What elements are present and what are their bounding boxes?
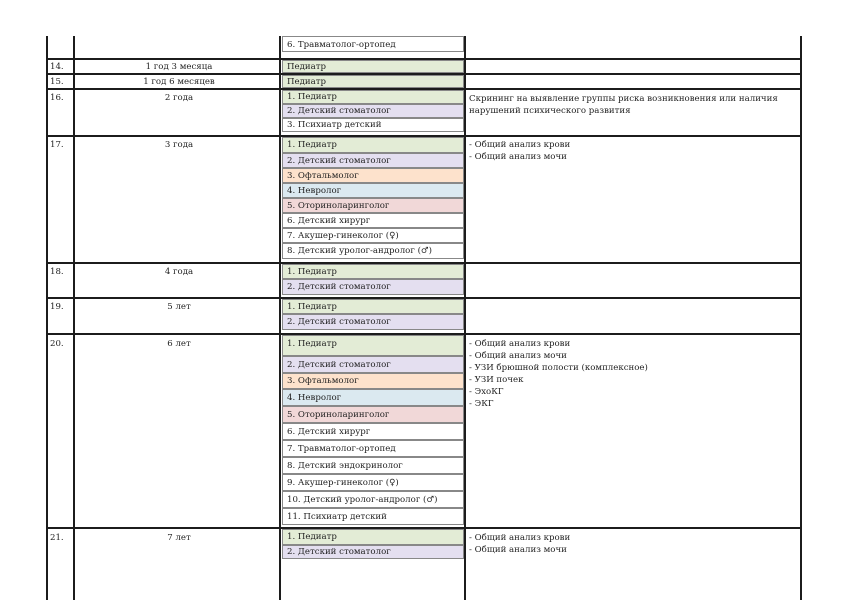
age-cell: 6 лет bbox=[167, 339, 191, 349]
exam-text: - ЭхоКГ bbox=[469, 387, 504, 397]
specialist-cell: 1. Педиатр bbox=[282, 529, 464, 545]
exam-text: - Общий анализ крови bbox=[469, 533, 571, 543]
specialist-cell: 6. Детский хирург bbox=[282, 213, 464, 228]
specialist-cell: 3. Офтальмолог bbox=[282, 373, 464, 389]
age-cell: 1 год 3 месяца bbox=[145, 62, 213, 72]
specialist-cell: 11. Психиатр детский bbox=[282, 508, 464, 525]
age-cell: 7 лет bbox=[167, 533, 191, 543]
specialist-cell: 2. Детский стоматолог bbox=[282, 545, 464, 559]
exam-text: - Общий анализ крови bbox=[469, 339, 571, 349]
col-border-left bbox=[46, 36, 48, 600]
col-border-age bbox=[279, 36, 281, 600]
specialist-cell: 4. Невролог bbox=[282, 183, 464, 198]
age-cell: 3 года bbox=[164, 140, 194, 150]
exam-text: - УЗИ почек bbox=[469, 375, 524, 385]
row-number: 21. bbox=[50, 533, 64, 543]
age-cell: 1 год 6 месяцев bbox=[143, 77, 215, 87]
specialist-cell: 7. Акушер-гинеколог (♀) bbox=[282, 228, 464, 243]
specialist-cell: Педиатр bbox=[282, 75, 464, 88]
row-number: 19. bbox=[50, 302, 64, 312]
specialist-cell: 6. Детский хирург bbox=[282, 423, 464, 440]
specialist-cell: 2. Детский стоматолог bbox=[282, 279, 464, 295]
specialist-cell: 1. Педиатр bbox=[282, 335, 464, 356]
specialist-cell: 8. Детский уролог-андролог (♂) bbox=[282, 243, 464, 259]
col-border-spec bbox=[464, 36, 466, 600]
age-cell: 4 года bbox=[164, 267, 194, 277]
specialist-cell: Педиатр bbox=[282, 60, 464, 73]
specialist-cell: 6. Травматолог-ортопед bbox=[282, 36, 464, 52]
exam-text: - ЭКГ bbox=[469, 399, 494, 409]
row-number: 17. bbox=[50, 140, 64, 150]
specialist-cell: 2. Детский стоматолог bbox=[282, 153, 464, 168]
specialist-cell: 5. Оториноларинголог bbox=[282, 198, 464, 213]
specialist-cell: 3. Психиатр детский bbox=[282, 118, 464, 132]
specialist-cell: 7. Травматолог-ортопед bbox=[282, 440, 464, 457]
exam-text: Скрининг на выявление группы риска возникновения или наличия нарушений психического развития bbox=[469, 94, 778, 116]
exam-text: - Общий анализ мочи bbox=[469, 351, 567, 361]
row-number: 14. bbox=[50, 62, 64, 72]
specialist-cell: 1. Педиатр bbox=[282, 137, 464, 153]
specialist-cell: 2. Детский стоматолог bbox=[282, 104, 464, 118]
specialist-cell: 1. Педиатр bbox=[282, 90, 464, 104]
specialist-cell: 4. Невролог bbox=[282, 389, 464, 406]
exam-text: - Общий анализ мочи bbox=[469, 545, 567, 555]
specialist-cell: 1. Педиатр bbox=[282, 299, 464, 314]
specialist-cell: 9. Акушер-гинеколог (♀) bbox=[282, 474, 464, 491]
specialist-cell: 10. Детский уролог-андролог (♂) bbox=[282, 491, 464, 508]
row-number: 15. bbox=[50, 77, 64, 87]
specialist-cell: 2. Детский стоматолог bbox=[282, 356, 464, 373]
row-number: 16. bbox=[50, 93, 64, 103]
col-border-right bbox=[800, 36, 802, 600]
row-number: 18. bbox=[50, 267, 64, 277]
col-border-num bbox=[73, 36, 75, 600]
specialist-cell: 5. Оториноларинголог bbox=[282, 406, 464, 423]
specialist-cell: 1. Педиатр bbox=[282, 264, 464, 279]
age-cell: 2 года bbox=[164, 93, 194, 103]
row-number: 20. bbox=[50, 339, 64, 349]
specialist-cell: 8. Детский эндокринолог bbox=[282, 457, 464, 474]
specialist-cell: 2. Детский стоматолог bbox=[282, 314, 464, 330]
exam-text: - УЗИ брюшной полости (комплексное) bbox=[469, 363, 648, 373]
age-cell: 5 лет bbox=[167, 302, 191, 312]
exam-text: - Общий анализ мочи bbox=[469, 152, 567, 162]
specialist-cell: 3. Офтальмолог bbox=[282, 168, 464, 183]
exam-text: - Общий анализ крови bbox=[469, 140, 571, 150]
